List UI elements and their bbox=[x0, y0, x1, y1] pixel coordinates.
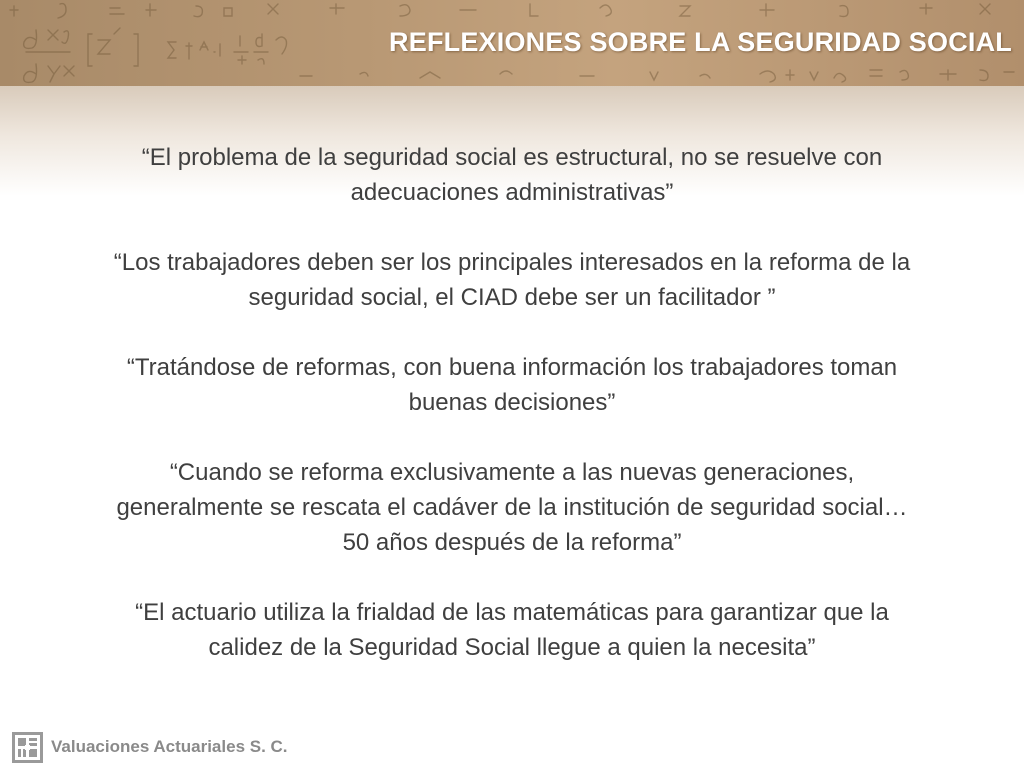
company-logo-icon bbox=[12, 732, 43, 763]
header-banner bbox=[0, 0, 1024, 86]
quote-5: “El actuario utiliza la frialdad de las matemáticas para garantizar que la calidez de la Seguridad Social llegue a quien la necesita” bbox=[135, 599, 889, 661]
quote-3: “Tratándose de reformas, con buena información los trabajadores toman buenas decisiones” bbox=[126, 354, 898, 416]
company-name: Valuaciones Actuariales S. C. bbox=[51, 737, 288, 756]
slide-title: REFLEXIONES SOBRE LA SEGURIDAD SOCIAL bbox=[389, 27, 1012, 57]
quotes-list bbox=[20, 140, 1004, 700]
quote-1: “El problema de la seguridad social es estructural, no se resuelve con adecuaciones administrativas” bbox=[141, 144, 883, 206]
quote-2: “Los trabajadores deben ser los principales interesados en la reforma de la seguridad social, el CIAD debe ser un facilitador ” bbox=[113, 249, 911, 311]
quote-4: “Cuando se reforma exclusivamente a las nuevas generaciones, generalmente se rescata el cadáver de la institución de seguridad social… 50 años después de la reforma” bbox=[116, 459, 908, 556]
footer bbox=[12, 731, 288, 763]
